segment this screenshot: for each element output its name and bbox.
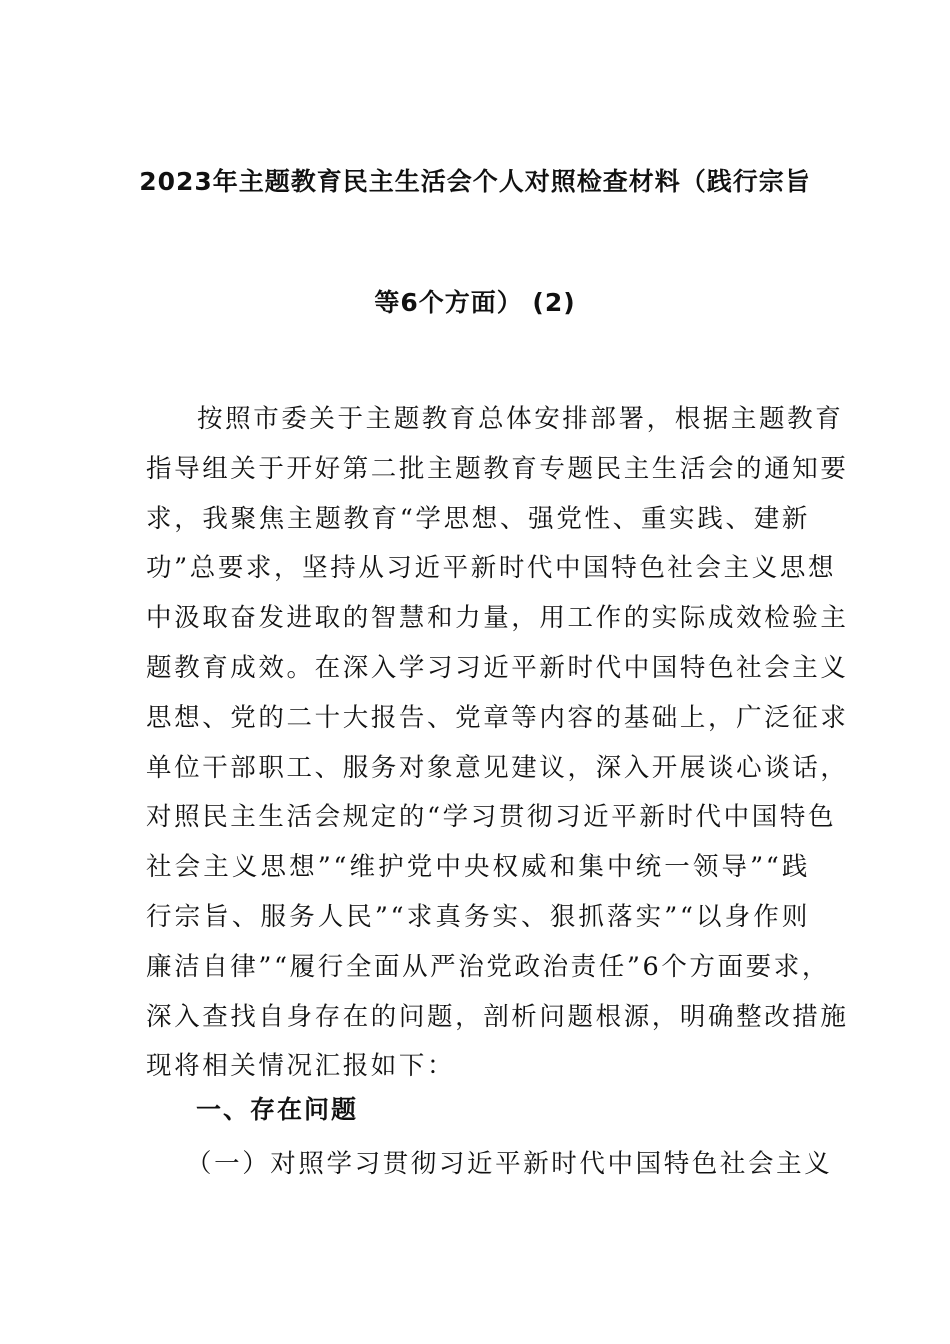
subsection-heading: （一）对照学习贯彻习近平新时代中国特色社会主义 <box>186 1149 833 1179</box>
paragraph-line: 行宗旨、服务人民”“求真务实、狠抓落实”“以身作则 <box>146 901 810 932</box>
paragraph-line: 题教育成效。在深入学习习近平新时代中国特色社会主义 <box>146 652 849 683</box>
paragraph-line: 中汲取奋发进取的智慧和力量，用工作的实际成效检验主 <box>146 603 849 634</box>
document-title-line-1: 2023年主题教育民主生活会个人对照检查材料（践行宗旨 <box>139 167 811 196</box>
document-title-line-2: 等6个方面） (2) <box>374 288 576 317</box>
paragraph-line: 深入查找自身存在的问题，剖析问题根源，明确整改措施 <box>146 1001 849 1032</box>
paragraph-line: 功”总要求，坚持从习近平新时代中国特色社会主义思想 <box>146 553 837 584</box>
paragraph-line: 社会主义思想”“维护党中央权威和集中统一领导”“践 <box>146 852 810 883</box>
section-heading: 一、存在问题 <box>196 1095 359 1124</box>
paragraph-line: 指导组关于开好第二批主题教育专题民主生活会的通知要 <box>146 453 849 484</box>
intro-paragraph <box>146 395 849 1092</box>
paragraph-line: 廉洁自律”“履行全面从严治党政治责任”6个方面要求， <box>146 951 830 982</box>
paragraph-line: 单位干部职工、服务对象意见建议，深入开展谈心谈话， <box>146 752 849 783</box>
paragraph-line: 对照民主生活会规定的“学习贯彻习近平新时代中国特色 <box>146 802 837 833</box>
paragraph-line: 按照市委关于主题教育总体安排部署，根据主题教育 <box>197 404 844 434</box>
paragraph-line: 现将相关情况汇报如下： <box>146 1051 456 1082</box>
paragraph-line: 求，我聚焦主题教育“学思想、强党性、重实践、建新 <box>146 503 810 534</box>
paragraph-line: 思想、党的二十大报告、党章等内容的基础上，广泛征求 <box>146 702 849 733</box>
